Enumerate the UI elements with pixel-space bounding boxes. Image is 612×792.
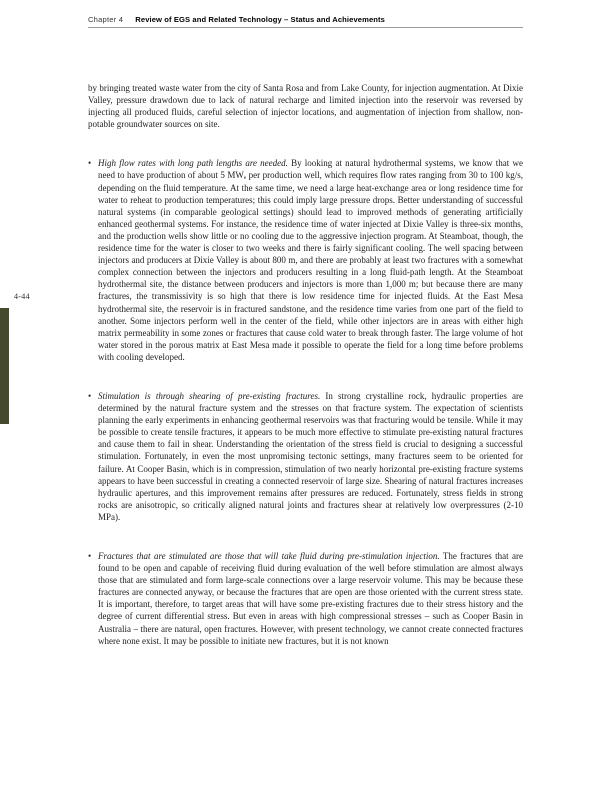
bullet-paragraph xyxy=(98,390,523,523)
bullet-marker: • xyxy=(88,158,92,169)
chapter-edge-tab xyxy=(0,308,9,424)
bullet-marker: • xyxy=(88,390,92,401)
bullet-body-text: By looking at natural hydrothermal systems, we know that we need to have production of about 5 MWₑ per production well, which requires flow rates ranging from 30 to 100 kg/s, depending on the fluid temperature. At the same time, we need a large heat-exchange area or long residence time for water to reheat to production temperatures; this could imply large pressure drops. Better understanding of successful natural systems (in comparable geological settings) should lead to improved methods of generating artificially enhanced geothermal systems. For instance, the residence time of water injected at Dixie Valley is three-six months, and the production wells show little or no cooling due to the aggressive injection program. At Steamboat, though, the residence time for the water is closer to two weeks and there is fairly significant cooling. The well spacing between injectors and producers at Dixie Valley is about 800 m, and there are probably at least two fractures with a somewhat complex connection between the injectors and producers resulting in a long fluid-path length. At the Steamboat hydrothermal site, the distance between producers and injectors is more than 1,000 m; but because there are many fractures, the transmissivity is so high that there is low residence time for injected fluids. At the East Mesa hydrothermal site, the reservoir is in fractured sandstone, and the residence time varies from one part of the field to another. Some injectors perform well in the center of the field, while other injectors are in areas with either high matrix permeability in some zones or fractures that cause cold water to break through faster. The large volume of hot water stored in the porous matrix at East Mesa made it possible to operate the field for a long time before problems with cooling developed. xyxy=(98,158,523,362)
page-body xyxy=(88,82,523,674)
bullet-body-text: In strong crystalline rock, hydraulic properties are determined by the natural fracture system and the stresses on that fracture system. The expectation of scientists planning the early experiments in enhancing geothermal reservoirs was that fracturing would be tensile. While it may be possible to create tensile fractures, it appears to be much more effective to stimulate pre-existing natural fractures and cause them to fail in shear. Understanding the orientation of the stress field is crucial to designing a successful stimulation. Fortunately, in even the most unpromising tectonic settings, many fractures seem to be oriented for failure. At Cooper Basin, which is in compression, stimulation of two nearly horizontal pre-existing fracture systems appears to have been successful in creating a connected reservoir of large size. Shearing of natural fractures increases hydraulic apertures, and this improvement remains after pressures are reduced. Fortunately, stress fields in strong rocks are anisotropic, so critically aligned natural joints and fractures shear at relatively low overpressures (2-10 MPa). xyxy=(98,390,524,522)
chapter-title: Review of EGS and Related Technology – Status and Achievements xyxy=(135,15,385,24)
bullet-lead: Stimulation is through shearing of pre-existing fractures. xyxy=(98,390,321,401)
bullet-paragraph xyxy=(98,157,523,363)
intro-paragraph: by bringing treated waste water from the city of Santa Rosa and from Lake County, for injection augmentation. At Dixie Valley, pressure drawdown due to lack of natural recharge and limited injection into the reservoir was reversed by injecting all produced fluids, careful selection of injector locations, and augmentation of injection from shallow, non-potable groundwater sources on site. xyxy=(88,83,523,130)
bullet-marker: • xyxy=(88,551,92,561)
header-rule xyxy=(88,27,523,28)
page-number: 4-44 xyxy=(14,292,30,301)
bullet-item xyxy=(88,550,523,647)
page-header xyxy=(88,15,523,25)
bullet-lead: High flow rates with long path lengths are needed. xyxy=(98,158,288,169)
bullet-item xyxy=(88,390,523,523)
bullet-item xyxy=(88,157,523,363)
bullet-lead: Fractures that are stimulated are those that will take fluid during pre-stimulation injection. xyxy=(98,551,440,561)
bullet-body-text: The fractures that are found to be open and capable of receiving fluid during evaluation of the well before stimulation are almost always those that are stimulated and form large-scale connections over a large reservoir volume. This may be because these fractures are connected anyway, or because the fractures that are open are those oriented with the current stress state. It is important, therefore, to target areas that will have some pre-existing fractures due to their stress history and the degree of current differential stress. But even in areas with high compressional stresses – such as Cooper Basin in Australia – there are natural, open fractures. However, with present technology, we cannot create connected fractures where none exist. It may be possible to initiate new fractures, but it is not known xyxy=(98,551,523,646)
chapter-label: Chapter 4 xyxy=(88,15,124,24)
bullet-paragraph xyxy=(98,550,523,647)
